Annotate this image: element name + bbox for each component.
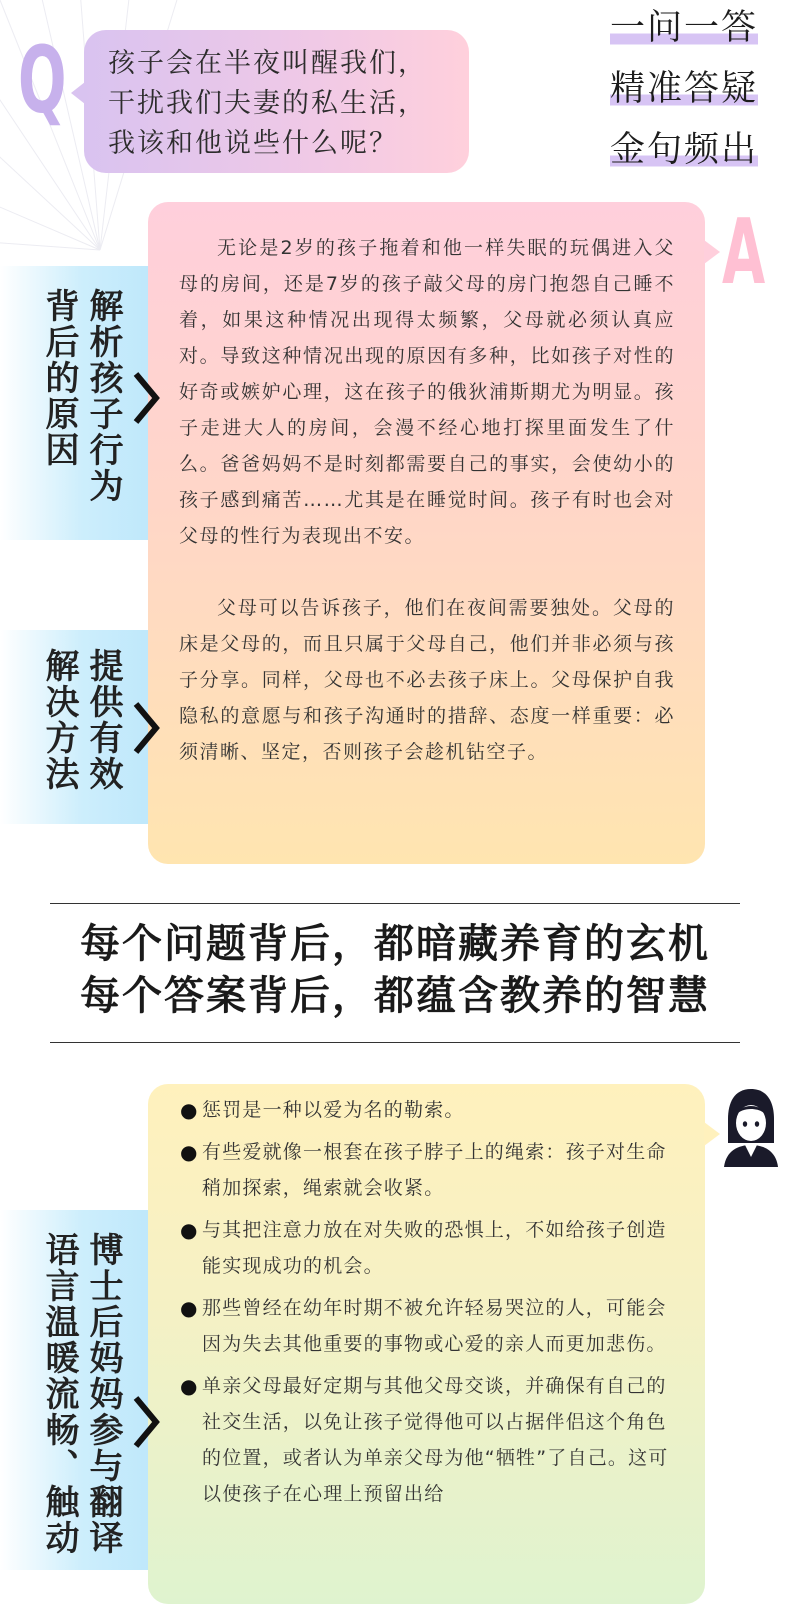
chevron-right-icon (132, 700, 162, 756)
bullet-icon: ● (180, 1374, 199, 1398)
side-label-column (40, 1232, 84, 1556)
side-label-analysis (0, 266, 148, 540)
bullet-icon: ● (180, 1218, 199, 1242)
vertical-text: 解决方法 (39, 648, 79, 792)
quotes-card (148, 1084, 705, 1604)
chevron-right-icon (132, 370, 162, 426)
slogan-line: 每个问题背后，都暗藏养育的玄机 (80, 921, 710, 967)
quote-text: 惩罚是一种以爱为名的勒索。 (202, 1099, 465, 1121)
tagline: 精准答疑 (609, 69, 758, 109)
chevron-right-icon (132, 1394, 162, 1450)
quote-text: 与其把注意力放在对失败的恐惧上，不如给孩子创造能实现成功的机会。 (202, 1219, 667, 1277)
vertical-text: 背后的原因 (39, 288, 79, 468)
side-label-column (40, 648, 84, 792)
side-label-column (40, 288, 84, 504)
q-letter-icon: Q (18, 27, 67, 134)
vertical-text: 提供有效 (83, 648, 123, 792)
question-line: 孩子会在半夜叫醒我们， (108, 48, 427, 79)
side-label-column (84, 288, 128, 504)
woman-avatar-icon (722, 1085, 780, 1167)
vertical-text: 解析孩子行为 (83, 288, 123, 504)
answer-card (148, 202, 705, 864)
quote-item (180, 1092, 677, 1128)
feature-taglines (598, 6, 758, 189)
slogan-line: 每个答案背后，都蕴含教养的智慧 (80, 973, 710, 1019)
side-label-solution (0, 630, 148, 824)
answer-paragraph: 父母可以告诉孩子，他们在夜间需要独处。父母的床是父母的，而且只属于父母自己，他们并非必须与孩子分享。同样，父母也不必去孩子床上。父母保护自我隐私的意愿与和孩子沟通时的措辞、态度一样重要：必须清晰、坚定，否则孩子会趁机钻空子。 (179, 597, 675, 763)
question-line: 干扰我们夫妻的私生活， (108, 88, 427, 119)
vertical-text: 语言温暖流畅、触动 (39, 1232, 79, 1556)
quote-item (180, 1134, 677, 1206)
quote-item (180, 1290, 677, 1362)
bullet-icon: ● (180, 1296, 199, 1320)
answer-paragraph: 无论是2岁的孩子拖着和他一样失眠的玩偶进入父母的房间，还是7岁的孩子敲父母的房门抱怨自己睡不着，如果这种情况出现得太频繁，父母就必须认真应对。导致这种情况出现的原因有多种，比如孩子对性的好奇或嫉妒心理，这在孩子的俄狄浦斯期尤为明显。孩子走进大人的房间，会漫不经心地打探里面发生了什么。爸爸妈妈不是时刻都需要自己的事实，会使幼小的孩子感到痛苦……尤其是在睡觉时间。孩子有时也会对父母的性行为表现出不安。 (179, 237, 675, 547)
quote-text: 那些曾经在幼年时期不被允许轻易哭泣的人，可能会因为失去其他重要的事物或心爱的亲人而更加悲伤。 (202, 1297, 667, 1355)
bullet-icon: ● (180, 1098, 199, 1122)
tagline: 金句频出 (609, 130, 758, 170)
quote-text: 单亲父母最好定期与其他父母交谈，并确保有自己的社交生活，以免让孩子觉得他可以占据伴侣这个角色的位置，或者认为单亲父母为他“牺牲”了自己。这可以使孩子在心理上预留出给 (202, 1375, 669, 1505)
quote-text: 有些爱就像一根套在孩子脖子上的绳索：孩子对生命稍加探索，绳索就会收紧。 (202, 1141, 667, 1199)
question-line: 我该和他说些什么呢？ (108, 128, 398, 159)
quote-item (180, 1212, 677, 1284)
quote-item (180, 1368, 677, 1512)
question-bubble (84, 30, 469, 173)
tagline: 一问一答 (609, 8, 758, 48)
vertical-text: 博士后妈妈参与翻译 (83, 1232, 123, 1556)
bullet-icon: ● (180, 1140, 199, 1164)
a-letter-icon: A (722, 200, 766, 305)
divider-line (50, 903, 740, 904)
side-label-column (84, 1232, 128, 1556)
side-label-column (84, 648, 128, 792)
divider-line (50, 1042, 740, 1043)
side-label-translator (0, 1210, 148, 1570)
